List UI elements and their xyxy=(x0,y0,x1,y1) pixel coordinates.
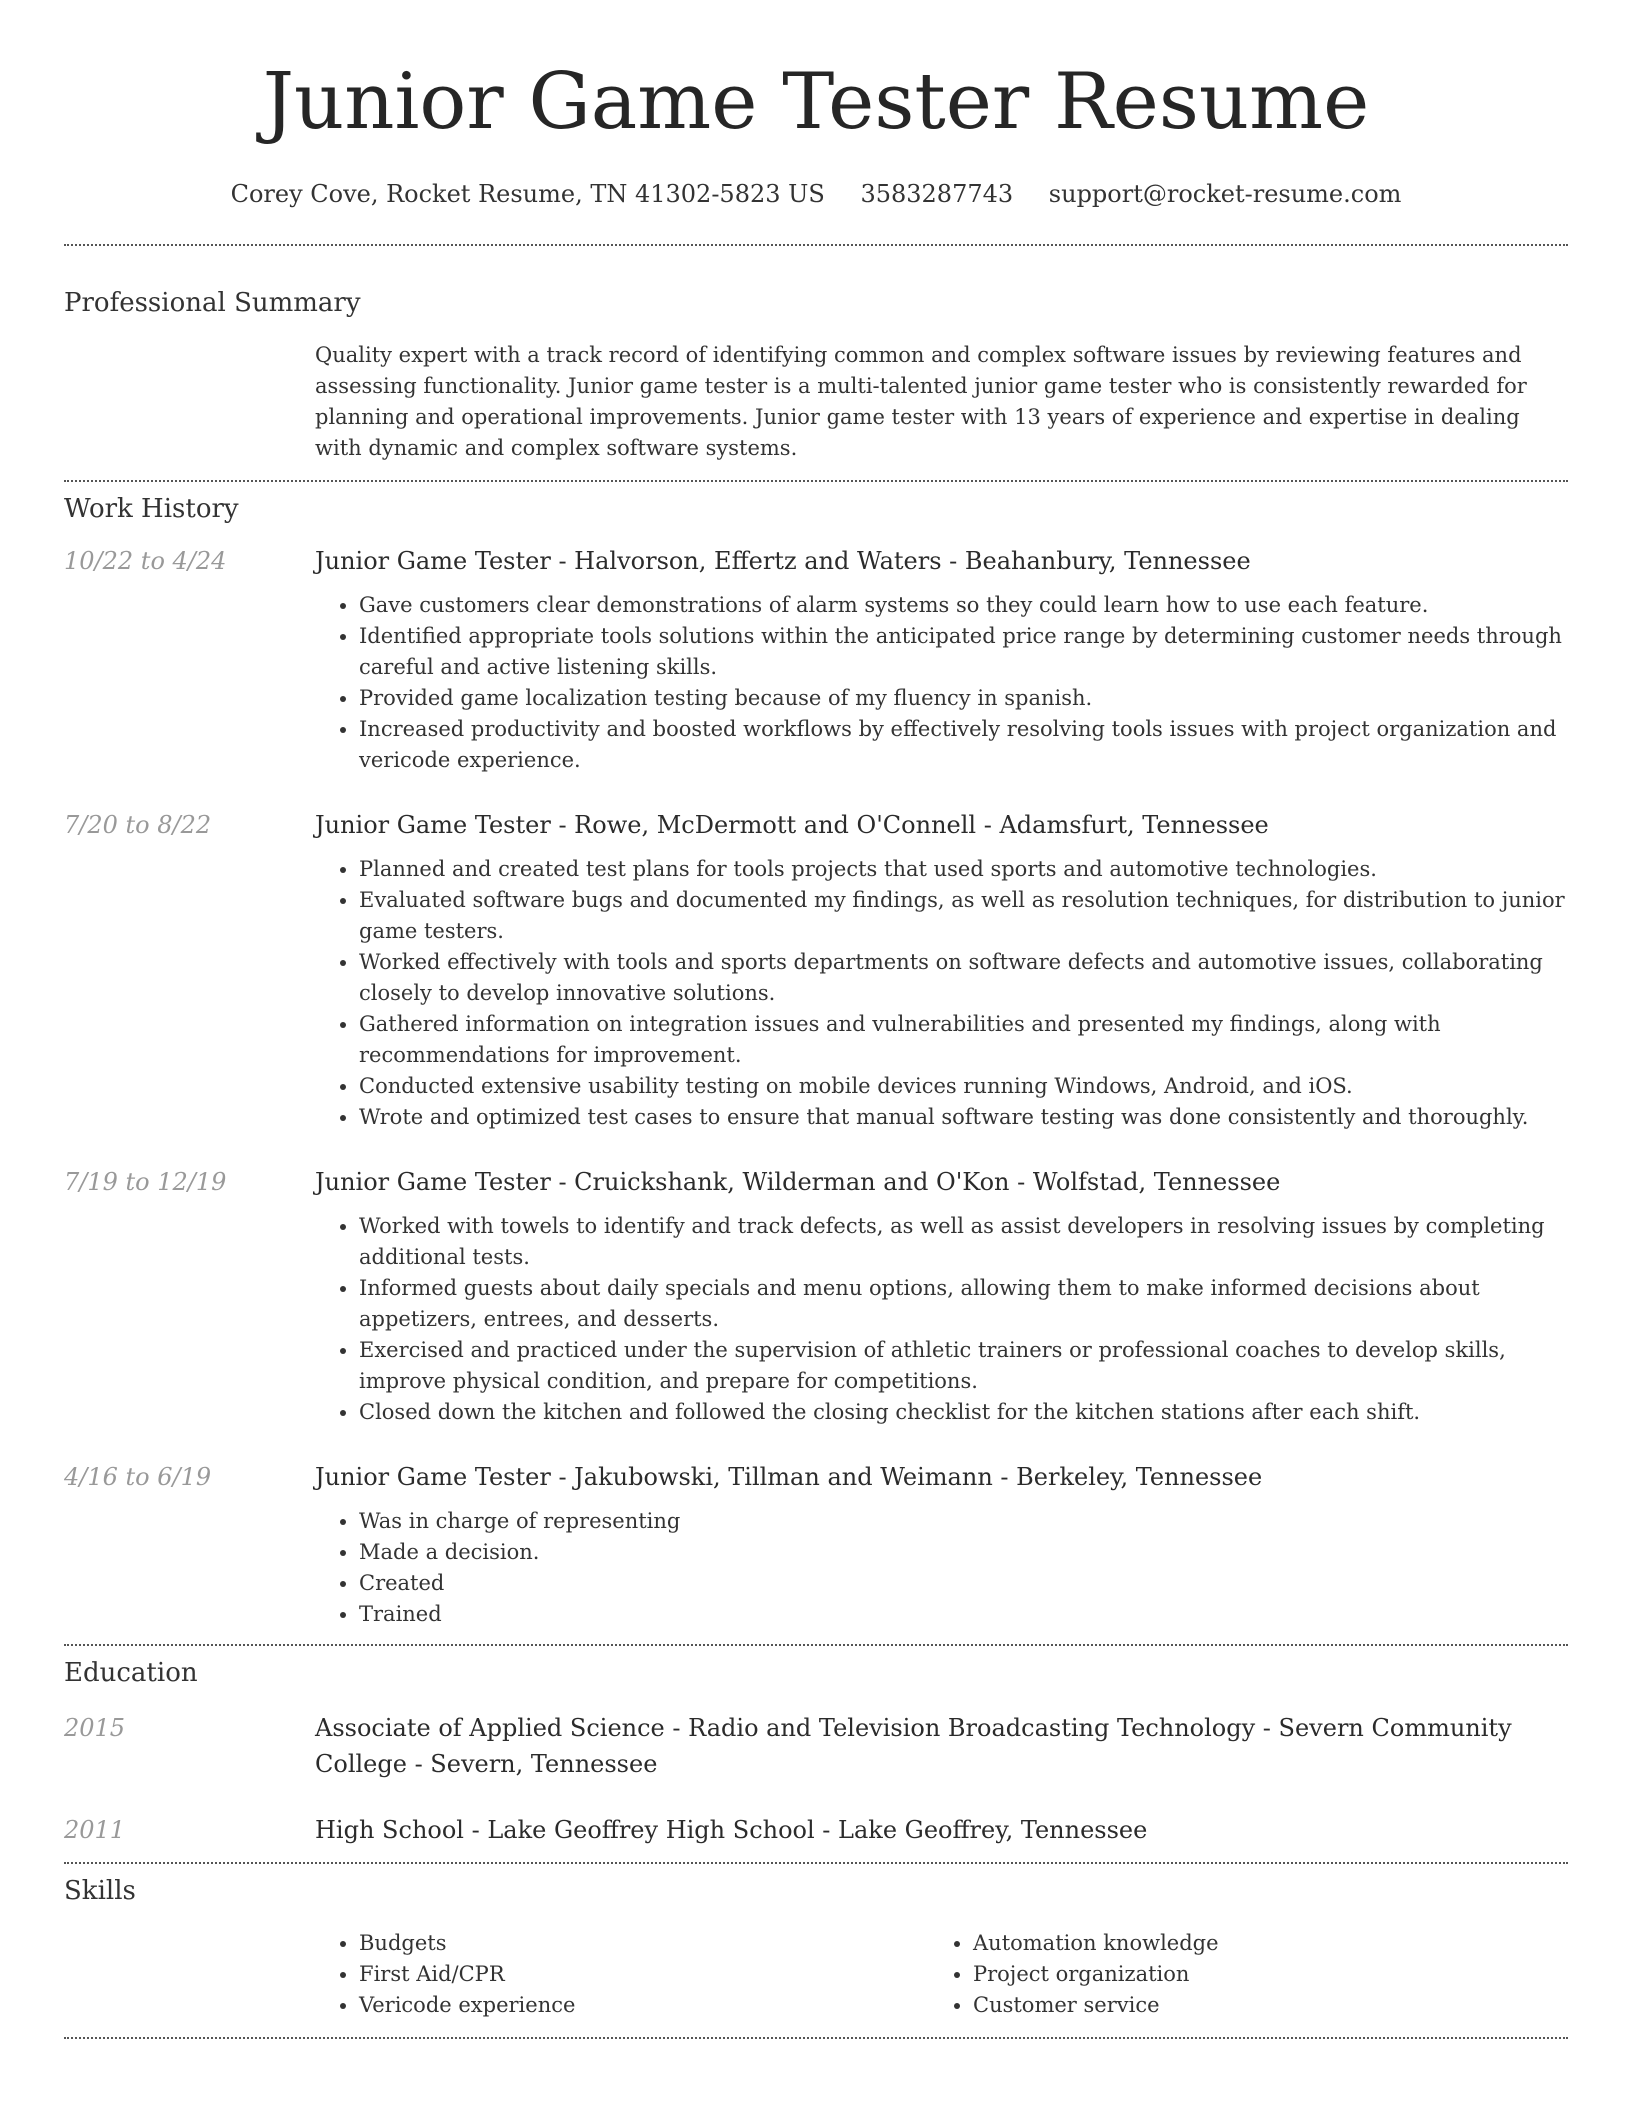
job-bullet: • Gathered information on integration issues and vulnerabilities and presented my findings, along with recommendations for improvement. xyxy=(359,1009,1568,1071)
education-heading: Associate of Applied Science - Radio and Television Broadcasting Technology - Severn Community College - Severn, Tennessee xyxy=(315,1714,1512,1778)
job-bullets xyxy=(315,854,1568,1133)
job-entry xyxy=(64,808,1568,1133)
summary-title: Professional Summary xyxy=(64,288,361,318)
job-dates: 4/16 to 6/19 xyxy=(64,1463,212,1491)
skills-column-left xyxy=(315,1928,929,2021)
job-bullet: • Increased productivity and boosted workflows by effectively resolving tools issues with project organization and vericode experience. xyxy=(359,714,1568,776)
job-bullets xyxy=(315,1506,1568,1630)
section-divider xyxy=(64,1862,1568,1864)
job-heading: Junior Game Tester - Cruickshank, Wilderman and O'Kon - Wolfstad, Tennessee xyxy=(315,1168,1281,1196)
job-bullet: • Exercised and practiced under the supervision of athletic trainers or professional coaches to develop skills, improve physical condition, and prepare for competitions. xyxy=(359,1335,1568,1397)
section-divider xyxy=(64,2037,1568,2039)
section-divider xyxy=(64,1644,1568,1646)
work-history-section xyxy=(64,494,1568,1630)
summary-section xyxy=(64,288,1568,464)
section-divider xyxy=(64,244,1568,246)
resume-page xyxy=(64,0,1568,2039)
contact-phone: 3583287743 xyxy=(860,180,1014,208)
job-heading: Junior Game Tester - Halvorson, Effertz and Waters - Beahanbury, Tennessee xyxy=(315,547,1251,575)
job-bullet: • Trained xyxy=(359,1599,1568,1630)
job-bullet: • Made a decision. xyxy=(359,1537,1568,1568)
education-title: Education xyxy=(64,1658,198,1688)
skill-item: • Budgets xyxy=(359,1928,929,1959)
job-bullets xyxy=(315,590,1568,776)
job-bullet: • Informed guests about daily specials and menu options, allowing them to make informed decisions about appetizers, entrees, and desserts. xyxy=(359,1273,1568,1335)
job-dates: 7/19 to 12/19 xyxy=(64,1168,227,1196)
education-heading: High School - Lake Geoffrey High School - Lake Geoffrey, Tennessee xyxy=(315,1816,1148,1844)
job-detail xyxy=(315,1460,1568,1630)
education-year: 2011 xyxy=(64,1816,126,1844)
job-detail xyxy=(315,1165,1568,1428)
contact-email: support@rocket-resume.com xyxy=(1048,180,1402,208)
skills-section xyxy=(64,1876,1568,2021)
summary-text: Quality expert with a track record of identifying common and complex software issues by reviewing features and assessing functionality. Junior game tester is a multi-talented junior game tester who is consistently rewarded for planning and operational improvements. Junior game tester with 13 years of experience and expertise in dealing with dynamic and complex software systems. xyxy=(315,343,1527,460)
skills-column-right xyxy=(929,1928,1533,2021)
education-year: 2015 xyxy=(64,1714,126,1742)
skill-item: • First Aid/CPR xyxy=(359,1959,929,1990)
job-bullet: • Closed down the kitchen and followed the closing checklist for the kitchen stations after each shift. xyxy=(359,1397,1568,1428)
skill-item: • Automation knowledge xyxy=(973,1928,1533,1959)
job-heading: Junior Game Tester - Rowe, McDermott and O'Connell - Adamsfurt, Tennessee xyxy=(315,811,1269,839)
job-bullet: • Gave customers clear demonstrations of alarm systems so they could learn how to use each feature. xyxy=(359,590,1568,621)
job-dates: 10/22 to 4/24 xyxy=(64,547,227,575)
job-bullet: • Conducted extensive usability testing on mobile devices running Windows, Android, and iOS. xyxy=(359,1071,1568,1102)
skills-grid xyxy=(315,1928,1568,2021)
job-entry xyxy=(64,1460,1568,1630)
education-entry xyxy=(64,1710,1568,1782)
job-bullet: • Planned and created test plans for tools projects that used sports and automotive technologies. xyxy=(359,854,1568,885)
education-entry xyxy=(64,1812,1568,1848)
job-bullets xyxy=(315,1211,1568,1428)
job-bullet: • Identified appropriate tools solutions within the anticipated price range by determining customer needs through careful and active listening skills. xyxy=(359,621,1568,683)
contact-line xyxy=(64,180,1568,208)
resume-title: Junior Game Tester Resume xyxy=(262,57,1370,147)
job-bullet: • Worked effectively with tools and sports departments on software defects and automotive issues, collaborating closely to develop innovative solutions. xyxy=(359,947,1568,1009)
skill-item: • Project organization xyxy=(973,1959,1533,1990)
job-bullet: • Provided game localization testing because of my fluency in spanish. xyxy=(359,683,1568,714)
skills-title: Skills xyxy=(64,1876,136,1906)
job-entry xyxy=(64,1165,1568,1428)
skill-item: • Vericode experience xyxy=(359,1990,929,2021)
contact-address: Corey Cove, Rocket Resume, TN 41302-5823 US xyxy=(230,180,825,208)
job-bullet: • Worked with towels to identify and track defects, as well as assist developers in resolving issues by completing additional tests. xyxy=(359,1211,1568,1273)
job-bullet: • Evaluated software bugs and documented my findings, as well as resolution techniques, for distribution to junior game testers. xyxy=(359,885,1568,947)
job-dates: 7/20 to 8/22 xyxy=(64,811,212,839)
job-detail xyxy=(315,544,1568,776)
job-heading: Junior Game Tester - Jakubowski, Tillman and Weimann - Berkeley, Tennessee xyxy=(315,1463,1263,1491)
job-bullet: • Wrote and optimized test cases to ensure that manual software testing was done consistently and thoroughly. xyxy=(359,1102,1568,1133)
work-history-title: Work History xyxy=(64,494,239,524)
education-section xyxy=(64,1658,1568,1848)
job-entry xyxy=(64,544,1568,776)
section-divider xyxy=(64,480,1568,482)
skill-item: • Customer service xyxy=(973,1990,1533,2021)
job-bullet: • Was in charge of representing xyxy=(359,1506,1568,1537)
job-detail xyxy=(315,808,1568,1133)
job-bullet: • Created xyxy=(359,1568,1568,1599)
